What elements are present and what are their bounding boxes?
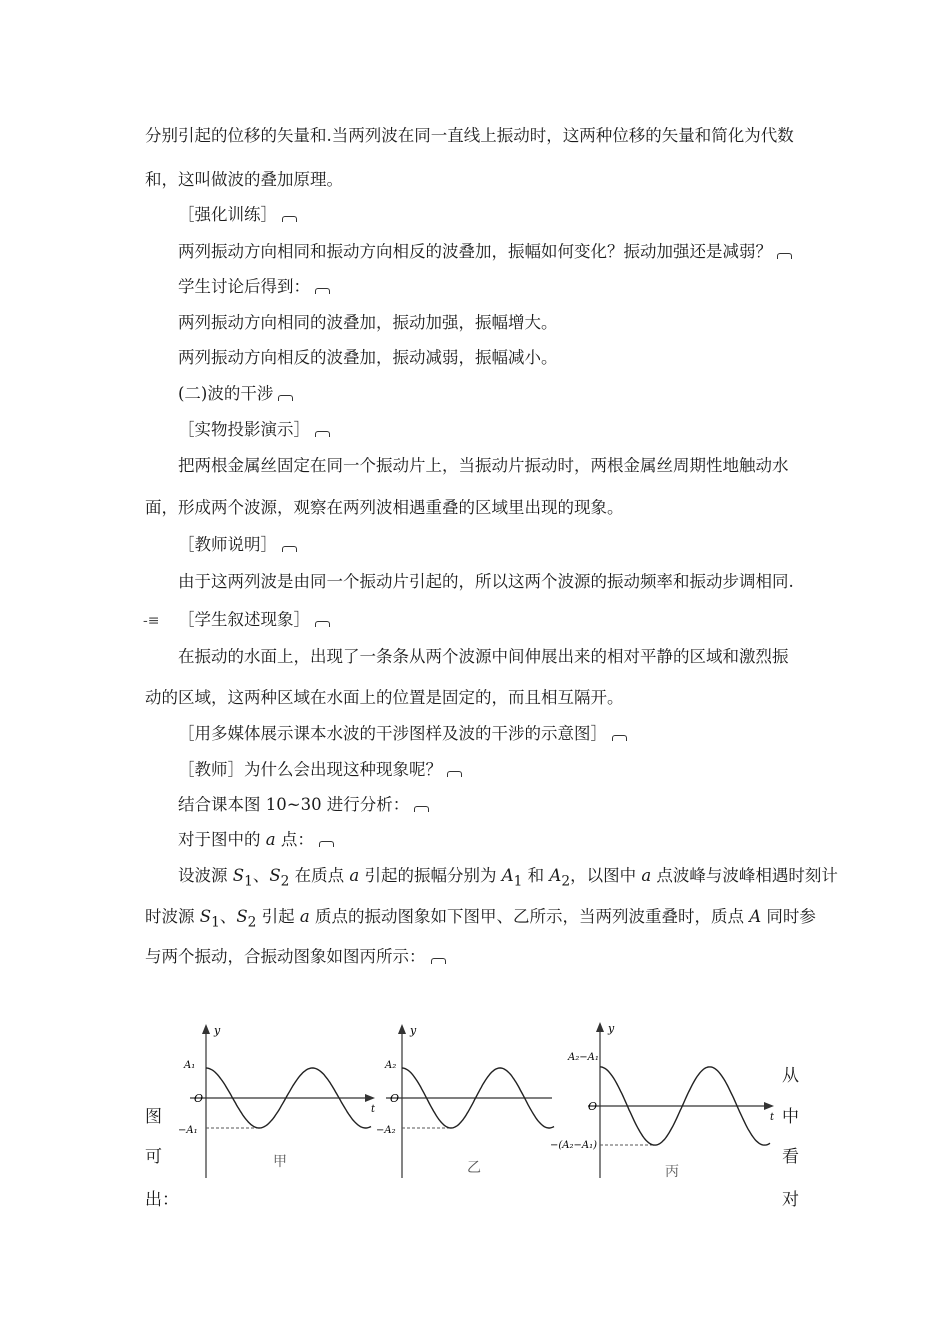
graph-caption: 乙: [467, 1160, 481, 1176]
paragraph-line: 与两个振动，合振动图象如图丙所示：: [145, 945, 446, 969]
y-axis-label: y: [608, 1022, 615, 1035]
return-mark-icon: [282, 216, 297, 222]
section-heading: ［实物投影演示］: [178, 418, 330, 442]
side-text-left: 出：: [145, 1190, 179, 1210]
return-mark-icon: [447, 771, 462, 777]
amplitude-bottom-label: −(A₂−A₁): [550, 1140, 598, 1151]
side-text-right: 中: [782, 1107, 799, 1127]
return-mark-icon: [278, 395, 293, 401]
origin-label: O: [588, 1100, 598, 1113]
paragraph-line: 动的区域，这两种区域在水面上的位置是固定的，而且相互隔开。: [145, 688, 624, 707]
paragraph-line: 设波源 $S_1$、$S_2$ 在质点 a 引起的振幅分别为 $A_1$ 和 $A_2$，以图中 a 点波峰与波峰相遇时刻计: [178, 866, 838, 890]
side-text-right: 对: [782, 1190, 799, 1210]
t-axis-label: t: [371, 1104, 376, 1115]
amplitude-top-label: A₂−A₁: [568, 1052, 599, 1063]
section-heading: (二)波的干涉: [178, 382, 293, 406]
paragraph-line: 把两根金属丝固定在同一个振动片上，当振动片振动时，两根金属丝周期性地触动水: [178, 456, 789, 475]
return-mark-icon: [431, 958, 446, 964]
y-axis-label: y: [214, 1024, 221, 1037]
return-mark-icon: [315, 288, 330, 294]
paragraph-line: 在振动的水面上，出现了一条条从两个波源中间伸展出来的相对平静的区域和激烈振: [178, 647, 789, 666]
paragraph-line: 两列振动方向相同的波叠加，振动加强，振幅增大。: [178, 313, 558, 332]
paragraph-line: 分别引起的位移的矢量和.当两列波在同一直线上振动时，这两种位移的矢量和简化为代数: [145, 126, 794, 145]
paragraph-line: 对于图中的 a 点：: [178, 828, 334, 852]
vibration-graph-jia: [176, 1020, 376, 1185]
section-heading: ［用多媒体展示课本水波的干涉图样及波的干涉的示意图］: [178, 722, 627, 746]
side-text-right: 看: [782, 1147, 799, 1167]
paragraph-line: 学生讨论后得到：: [178, 275, 330, 299]
return-mark-icon: [315, 431, 330, 437]
amplitude-bottom-label: −A₁: [178, 1125, 198, 1136]
return-mark-icon: [315, 621, 330, 627]
side-text-right: 从: [782, 1066, 799, 1086]
side-text-left: 图: [145, 1107, 162, 1127]
side-text-left: 可: [145, 1147, 162, 1167]
section-heading: ［强化训练］: [178, 203, 297, 227]
t-axis-label: t: [770, 1112, 775, 1123]
section-heading: ［教师说明］: [178, 533, 297, 557]
amplitude-top-label: A₂: [385, 1060, 397, 1071]
paragraph-line: 结合课本图 10~30 进行分析：: [178, 793, 429, 817]
vibration-graph-yi: [372, 1020, 562, 1185]
return-mark-icon: [414, 806, 429, 812]
paragraph-line: 面，形成两个波源，观察在两列波相遇重叠的区域里出现的现象。: [145, 498, 624, 517]
return-mark-icon: [612, 735, 627, 741]
return-mark-icon: [319, 841, 334, 847]
section-heading: ［学生叙述现象］: [178, 608, 330, 632]
origin-label: O: [194, 1092, 204, 1105]
paragraph-line: 两列振动方向相同和振动方向相反的波叠加，振幅如何变化？振动加强还是减弱？: [178, 240, 792, 264]
margin-mark: -≡: [143, 613, 160, 629]
y-axis-arrow-icon: [398, 1024, 406, 1034]
paragraph-line: 和，这叫做波的叠加原理。: [145, 170, 343, 189]
amplitude-bottom-label: −A₂: [376, 1125, 396, 1136]
y-axis-arrow-icon: [596, 1022, 604, 1032]
return-mark-icon: [282, 546, 297, 552]
origin-label: O: [390, 1092, 400, 1105]
graph-caption: 丙: [665, 1164, 679, 1180]
y-axis-label: y: [410, 1024, 417, 1037]
t-axis-arrow-icon: [764, 1102, 774, 1110]
paragraph-line: 两列振动方向相反的波叠加，振动减弱，振幅减小。: [178, 348, 558, 367]
y-axis-arrow-icon: [202, 1024, 210, 1034]
return-mark-icon: [777, 253, 792, 259]
paragraph-line: ［教师］为什么会出现这种现象呢？: [178, 758, 462, 782]
paragraph-line: 时波源 $S_1$、$S_2$ 引起 a 质点的振动图象如下图甲、乙所示，当两列波重叠时，质点 A 同时参: [145, 907, 816, 931]
paragraph-line: 由于这两列波是由同一个振动片引起的，所以这两个波源的振动频率和振动步调相同.: [178, 572, 794, 591]
graph-caption: 甲: [273, 1154, 287, 1170]
amplitude-top-label: A₁: [184, 1060, 196, 1071]
vibration-graph-bing: [548, 1018, 780, 1188]
